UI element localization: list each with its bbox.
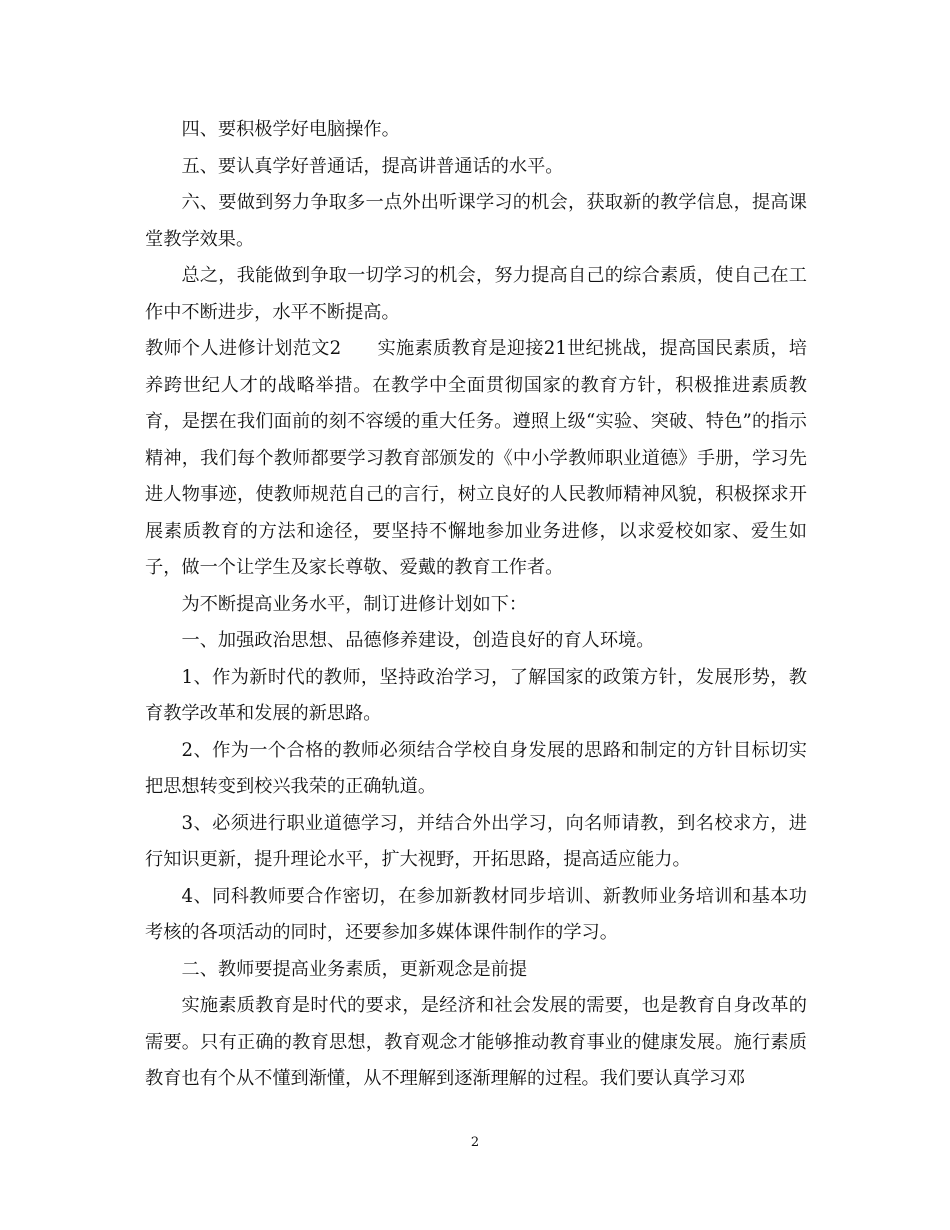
paragraph-computer-skills: 四、要积极学好电脑操作。: [181, 119, 400, 140]
section-heading: 教师个人进修计划范文2: [145, 338, 342, 359]
paragraph-item-4: 4、同科教师要合作密切，在参加新教材同步培训、新教师业务培训和基本功考核的各项活动的同时，还要参加多媒体课件制作的学习。: [145, 885, 807, 943]
page-number: 2: [470, 1135, 480, 1150]
section-intro-text: 实施素质教育是迎接21世纪挑战，提高国民素质，培养跨世纪人才的战略举措。在教学中全面贯彻国家的教育方针，积极推进素质教育，是摆在我们面前的刻不容缓的重大任务。遵照上级“实验、突破、特色”的指示精神，我们每个教师都要学习教育部颁发的《中小学教师职业道德》手册，学习先进人物事迹，使教师规范自己的言行，树立良好的人民教师精神风貌，积极探求开展素质教育的方法和途径，要坚持不懈地参加业务进修，以求爱校如家、爱生如子，做一个让学生及家长尊敬、爱戴的教育工作者。: [145, 338, 807, 578]
paragraph-item-1: 1、作为新时代的教师，坚持政治学习，了解国家的政策方针，发展形势，教育教学改革和发展的新思路。: [145, 666, 807, 724]
document-body: [145, 112, 807, 1098]
paragraph-item-3: 3、必须进行职业道德学习，并结合外出学习，向名师请教，到名校求方，进行知识更新，提升理论水平，扩大视野，开拓思路，提高适应能力。: [145, 812, 807, 870]
paragraph-lesson-observation: 六、要做到努力争取多一点外出听课学习的机会，获取新的教学信息，提高课堂教学效果。: [145, 192, 807, 250]
paragraph-point-two: 二、教师要提高业务素质，更新观念是前提: [181, 958, 528, 980]
paragraph-item-2: 2、作为一个合格的教师必须结合学校自身发展的思路和制定的方针目标切实把思想转变到校兴我荣的正确轨道。: [145, 739, 807, 797]
paragraph-point-one: 一、加强政治思想、品德修养建设，创造良好的育人环境。: [181, 630, 655, 651]
section-intro-paragraph: [145, 331, 807, 587]
paragraph-plan-intro: 为不断提高业务水平，制订进修计划如下：: [181, 593, 528, 615]
paragraph-summary: 总之，我能做到争取一切学习的机会，努力提高自己的综合素质，使自己在工作中不断进步，水平不断提高。: [145, 265, 807, 323]
paragraph-quality-education: 实施素质教育是时代的要求，是经济和社会发展的需要，也是教育自身改革的需要。只有正确的教育思想，教育观念才能够推动教育事业的健康发展。施行素质教育也有个从不懂到渐懂，从不理解到逐渐理解的过程。我们要认真学习邓: [145, 995, 807, 1089]
paragraph-mandarin: 五、要认真学好普通话，提高讲普通话的水平。: [181, 155, 564, 177]
